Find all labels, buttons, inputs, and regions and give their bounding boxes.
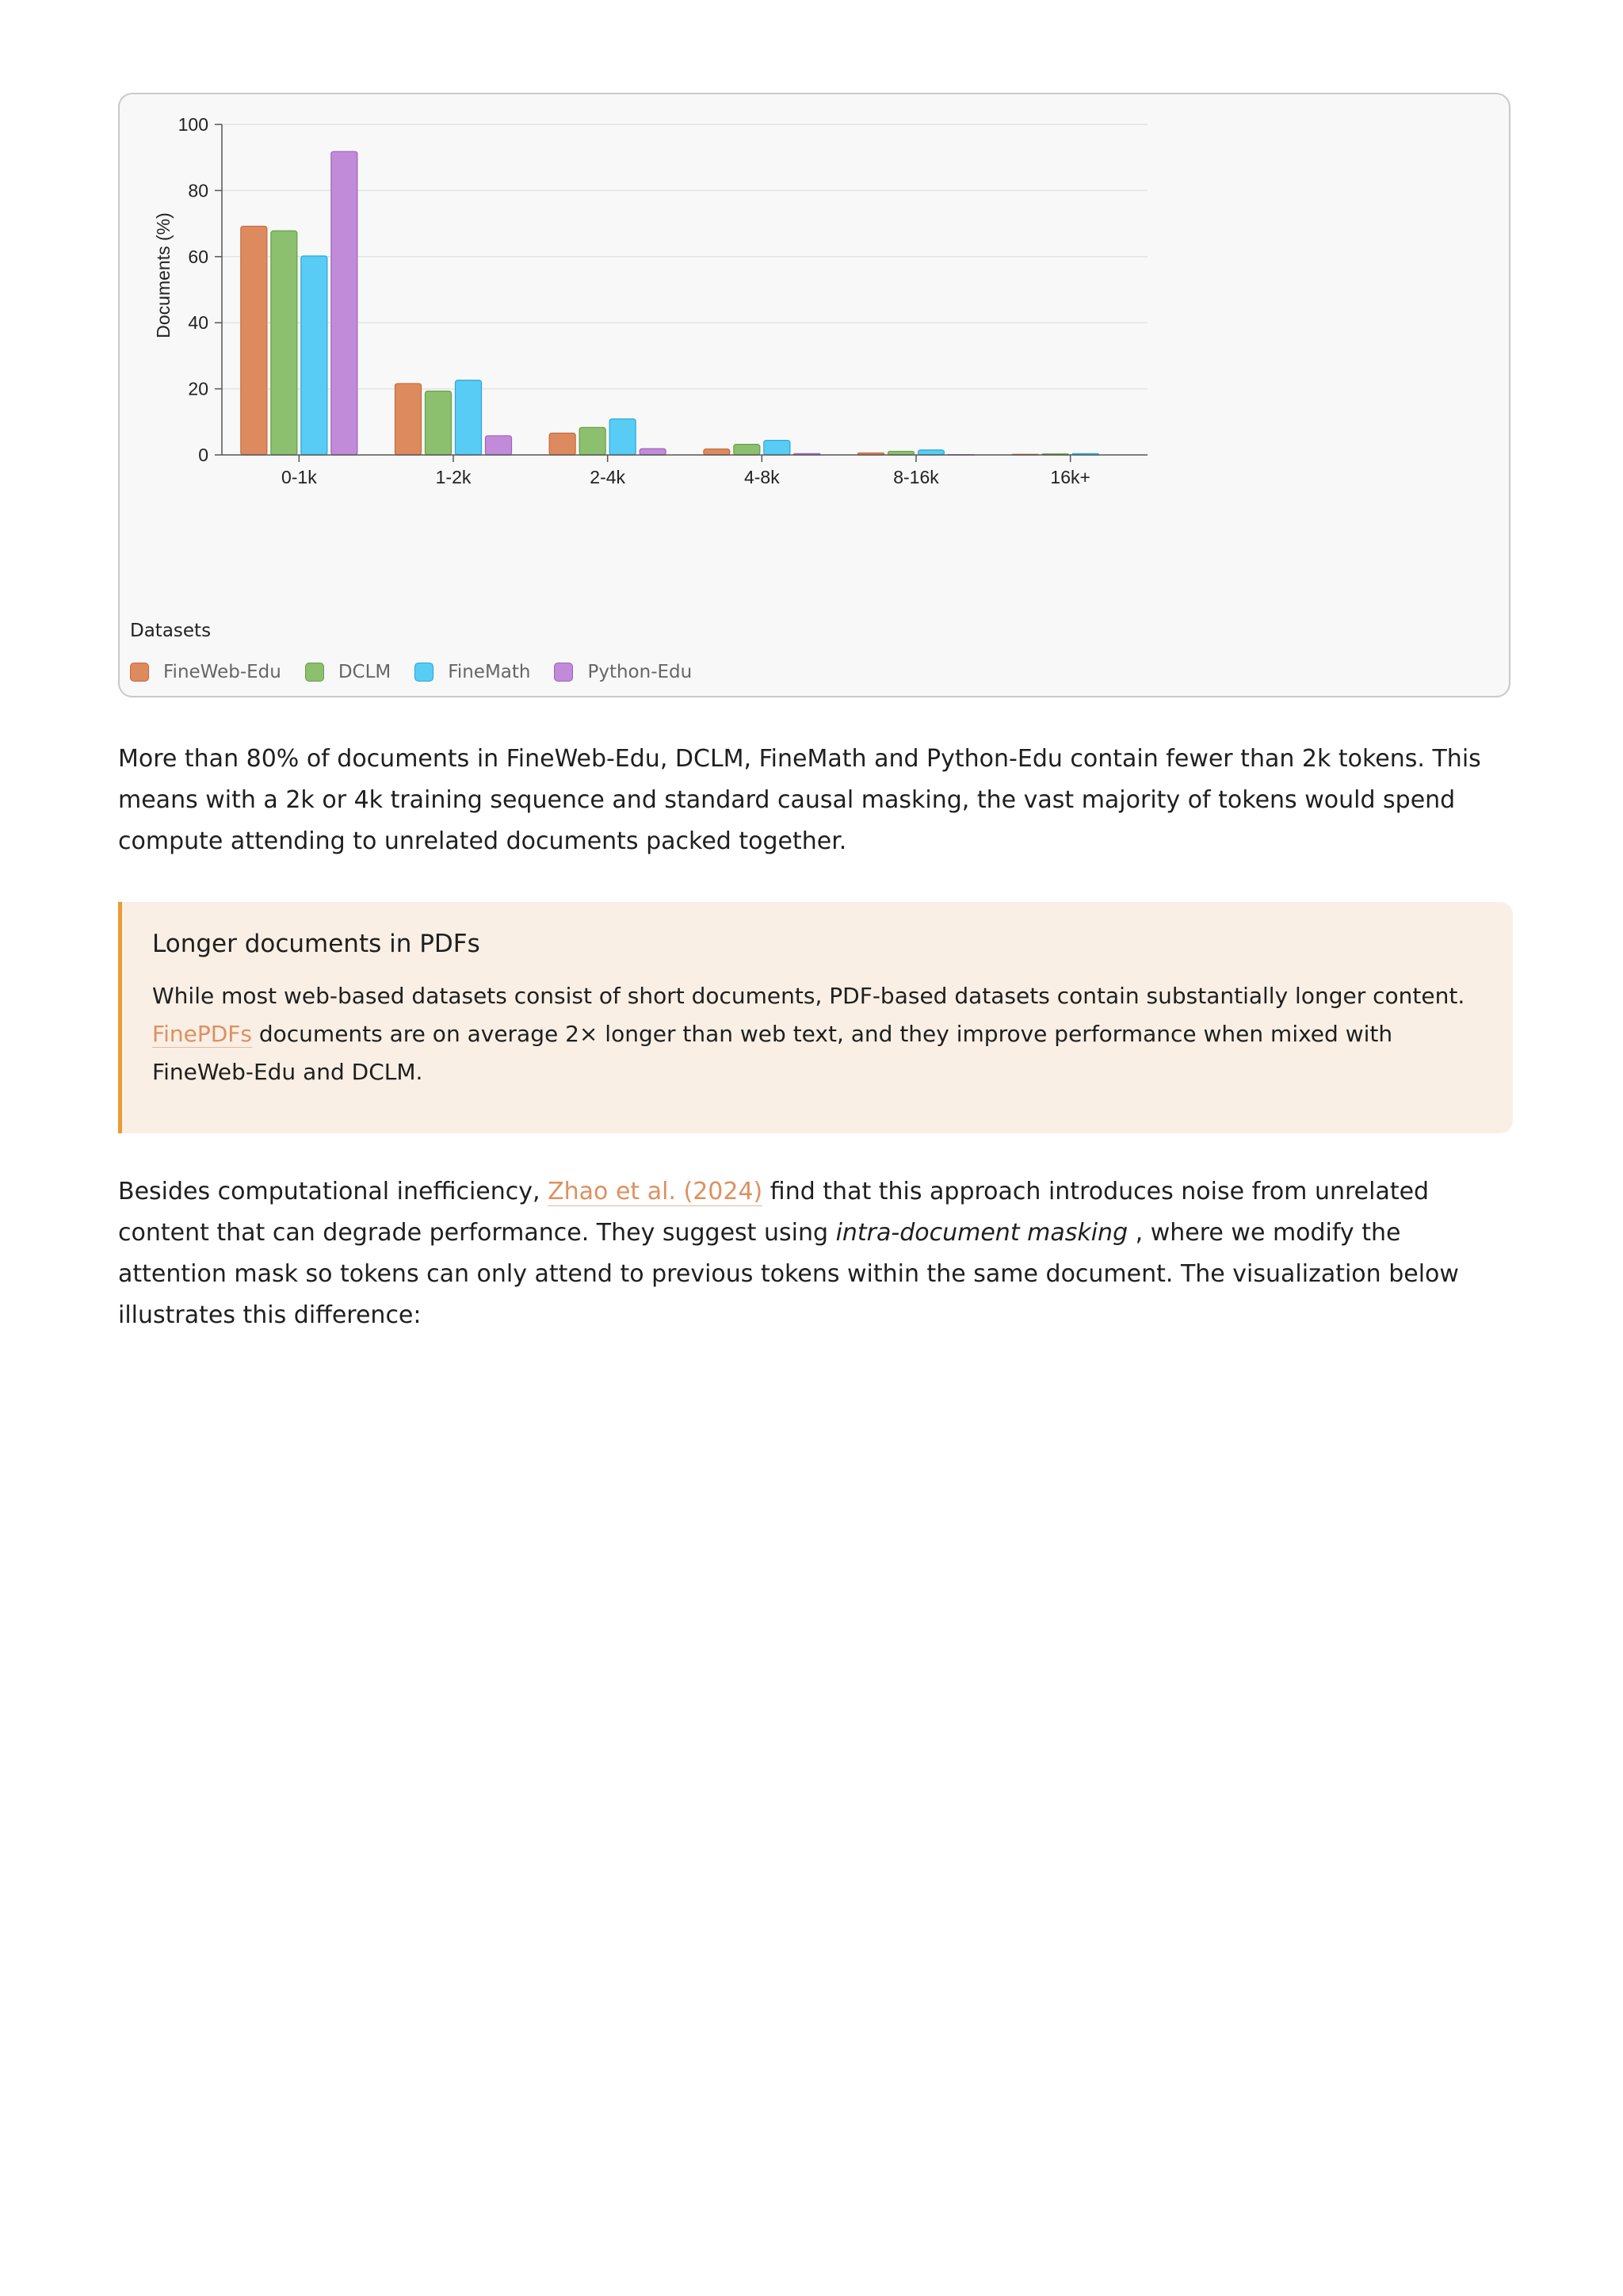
x-tick-label: 16k+ <box>1050 467 1090 487</box>
legend-label: FineMath <box>448 662 531 682</box>
legend-label: Python-Edu <box>587 662 693 682</box>
bar <box>764 441 790 455</box>
bar <box>456 380 482 455</box>
legend-label: FineWeb-Edu <box>163 662 281 682</box>
legend-swatch <box>414 663 433 682</box>
y-tick-label: 60 <box>188 246 208 267</box>
callout-title: Longer documents in PDFs <box>152 930 480 958</box>
y-tick-label: 40 <box>188 312 208 334</box>
y-tick-label: 0 <box>198 445 208 465</box>
p2-text-a: Besides computational inefficiency, <box>118 1178 548 1205</box>
p2-text-c: , where we modify the attention mask so tokens can only attend to previous tokens within the same document. The visualization below illustrates this difference: <box>118 1219 1459 1329</box>
x-tick-label: 0-1k <box>281 467 317 487</box>
bar <box>918 450 945 455</box>
legend-item[interactable] <box>305 662 391 682</box>
legend-swatch <box>554 663 573 682</box>
p2-emphasis: intra-document masking <box>835 1219 1128 1247</box>
bar <box>640 449 666 455</box>
y-tick-label: 20 <box>188 378 208 399</box>
x-tick-label: 2-4k <box>590 467 626 487</box>
bar <box>395 384 422 455</box>
bar <box>609 419 636 455</box>
zhao-citation-link[interactable]: Zhao et al. (2024) <box>548 1178 763 1205</box>
bar <box>271 231 297 455</box>
legend-item[interactable] <box>130 662 281 682</box>
bar <box>704 449 730 455</box>
bar <box>241 226 267 455</box>
note-callout <box>118 902 1513 1133</box>
x-tick-label: 8-16k <box>893 467 939 487</box>
bar <box>579 427 605 455</box>
paragraph-masking <box>118 1171 1513 1336</box>
x-tick-label: 4-8k <box>743 467 780 487</box>
legend-swatch <box>305 663 324 682</box>
p2-text-b: find that this approach introduces noise from unrelated content that can degrade performance. They suggest using <box>118 1178 1430 1247</box>
legend-label: DCLM <box>338 662 391 682</box>
bar <box>301 256 327 455</box>
legend-title: Datasets <box>130 621 212 641</box>
legend-item[interactable] <box>414 662 530 682</box>
y-tick-label: 80 <box>188 180 208 201</box>
callout-body <box>152 977 1481 1091</box>
bar <box>734 445 760 455</box>
chart-legend <box>130 662 716 682</box>
legend-item[interactable] <box>554 662 692 682</box>
chart-card <box>118 93 1510 697</box>
paragraph-doc-lengths: More than 80% of documents in FineWeb-Edu, DCLM, FineMath and Python-Edu contain fewer than 2k tokens. This means with a 2k or 4k training sequence and standard causal masking, the vast majority of tokens would spend compute attending to unrelated documents packed together. <box>118 745 1481 855</box>
bar <box>486 436 512 455</box>
x-tick-label: 1-2k <box>435 467 472 487</box>
document-length-chart <box>120 94 1512 602</box>
callout-rest: documents are on average 2× longer than web text, and they improve performance when mixed with FineWeb-Edu and DCLM. <box>152 1021 1393 1085</box>
finepdfs-link[interactable]: FinePDFs <box>152 1021 252 1047</box>
bar <box>426 392 452 455</box>
callout-line: While most web-based datasets consist of short documents, PDF-based datasets contain substantially longer content. <box>152 983 1465 1009</box>
bar <box>331 151 357 455</box>
bar <box>549 433 575 455</box>
y-axis-label: Documents (%) <box>153 212 174 338</box>
y-tick-label: 100 <box>178 114 208 135</box>
legend-swatch <box>130 663 149 682</box>
